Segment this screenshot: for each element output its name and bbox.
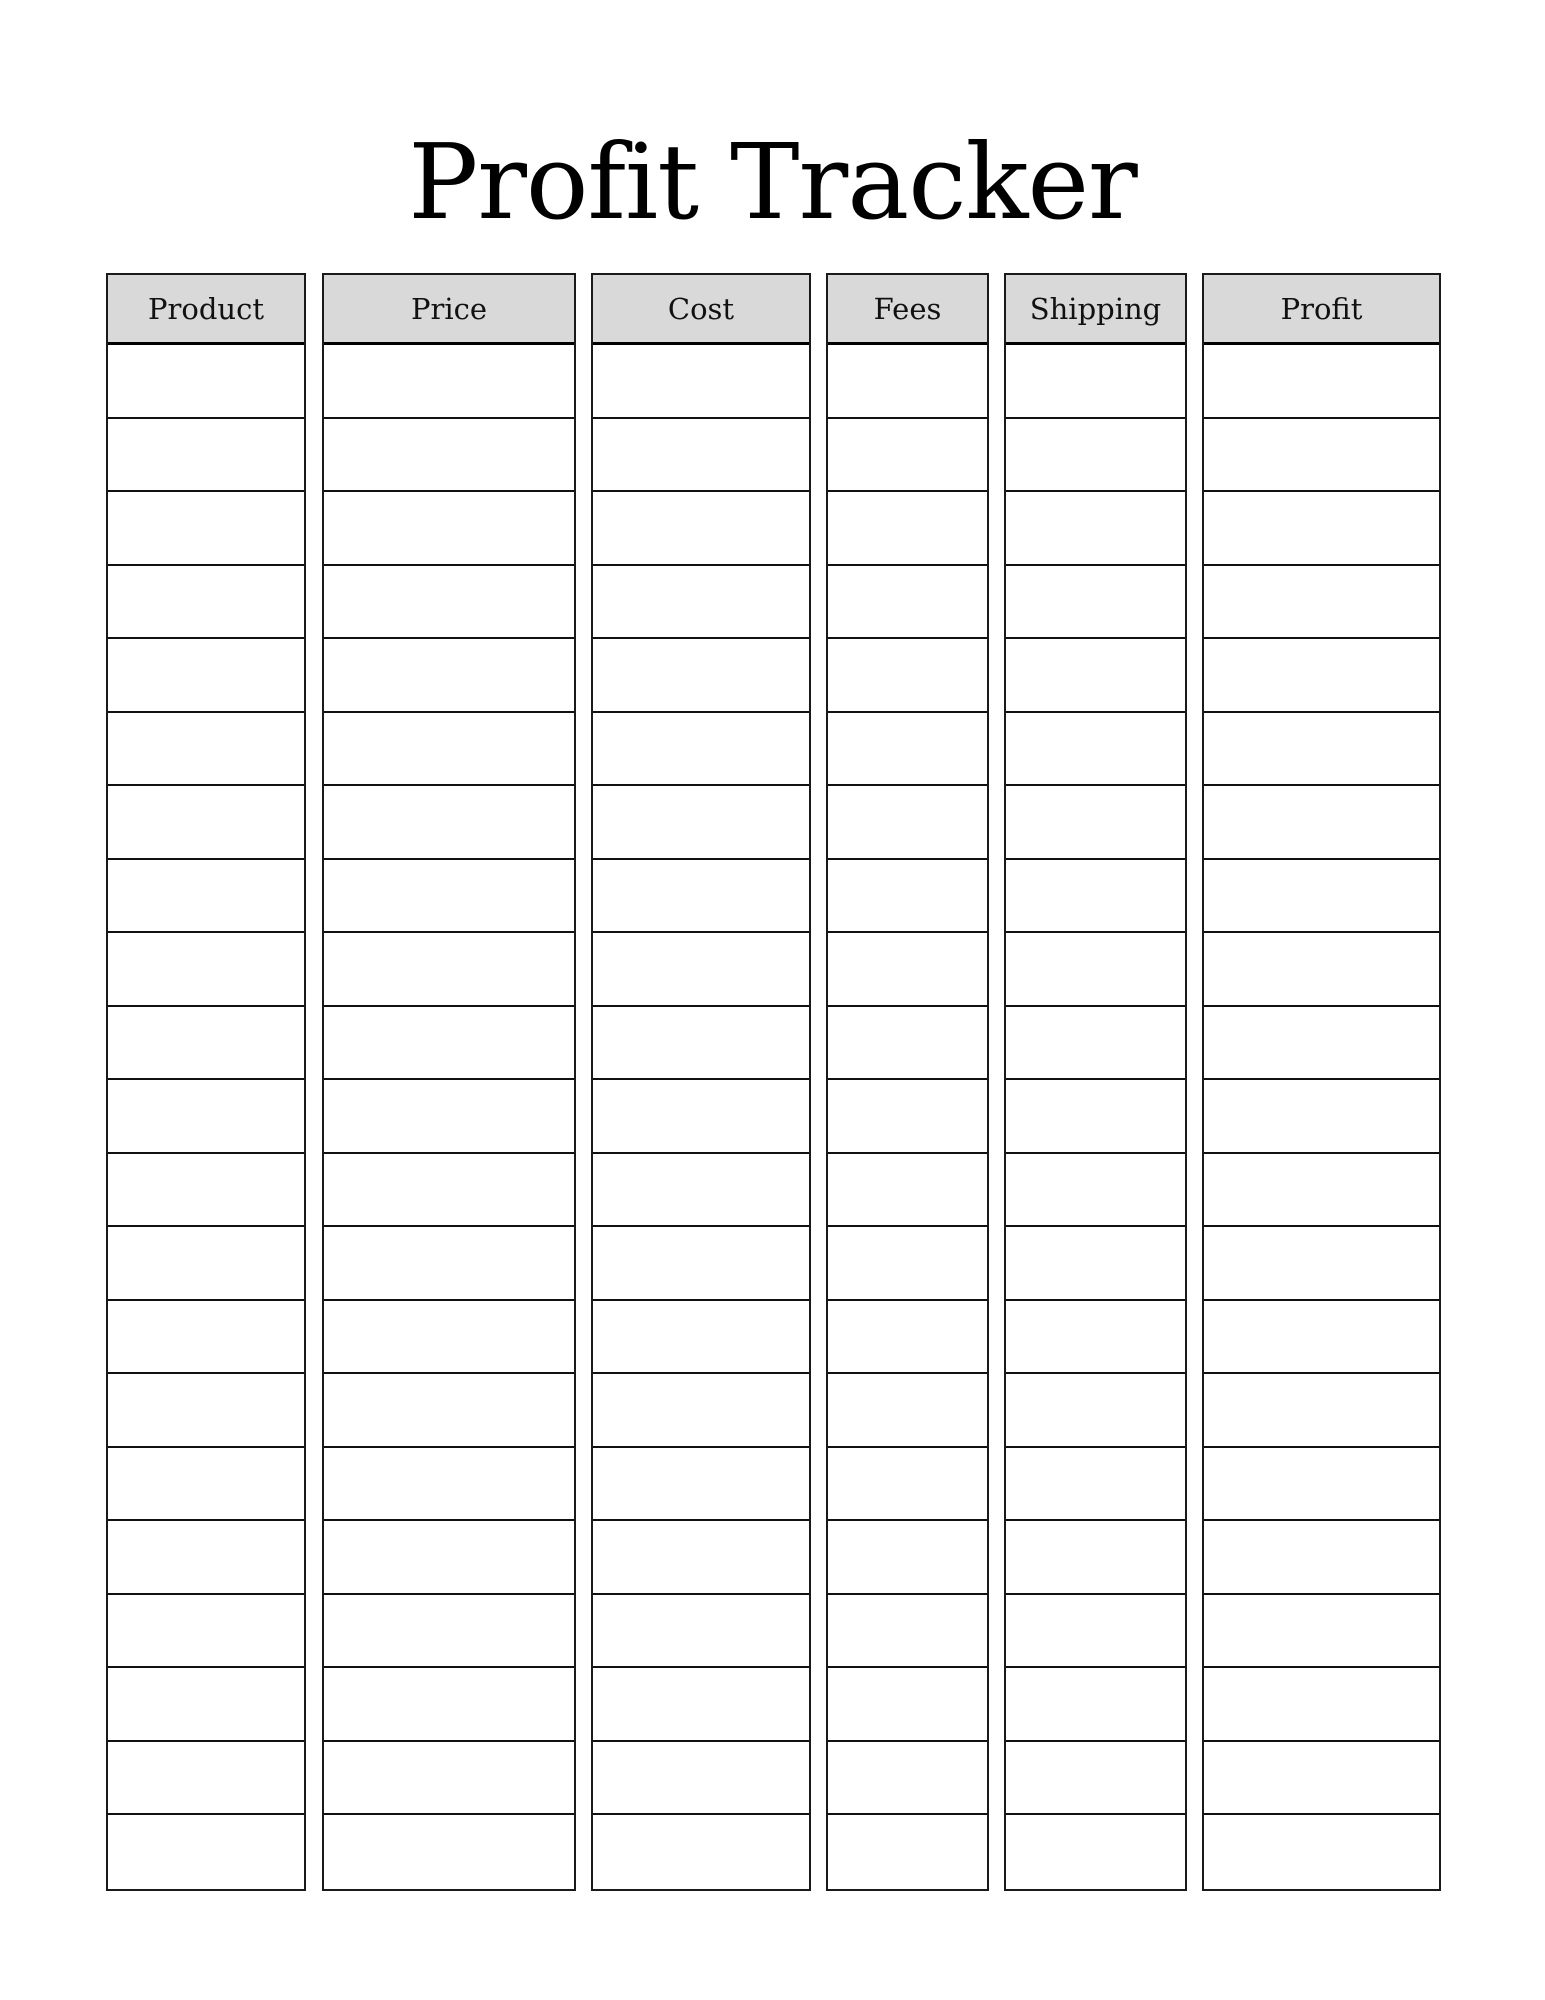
table-cell[interactable]	[108, 1301, 304, 1375]
table-cell[interactable]	[593, 1668, 809, 1742]
table-cell[interactable]	[828, 1815, 987, 1889]
table-cell[interactable]	[324, 345, 574, 419]
table-cell[interactable]	[324, 713, 574, 787]
table-cell[interactable]	[1006, 1448, 1185, 1522]
table-cell[interactable]	[593, 1154, 809, 1228]
table-cell[interactable]	[1204, 1374, 1439, 1448]
table-cell[interactable]	[828, 1080, 987, 1154]
table-cell[interactable]	[828, 860, 987, 934]
table-cell[interactable]	[108, 1815, 304, 1889]
page-title: Profit Tracker	[408, 121, 1137, 243]
table-cell[interactable]	[324, 1227, 574, 1301]
table-cell[interactable]	[1204, 566, 1439, 640]
table-cell[interactable]	[108, 566, 304, 640]
table-cell[interactable]	[828, 1301, 987, 1375]
table-cell[interactable]	[828, 1154, 987, 1228]
table-cell[interactable]	[1204, 1521, 1439, 1595]
table-cell[interactable]	[593, 1521, 809, 1595]
table-cell[interactable]	[593, 345, 809, 419]
table-cell[interactable]	[1204, 860, 1439, 934]
table-cell[interactable]	[324, 1374, 574, 1448]
table-cell[interactable]	[593, 1448, 809, 1522]
table-cell[interactable]	[1204, 492, 1439, 566]
table-cell[interactable]	[324, 1595, 574, 1669]
table-cell[interactable]	[593, 1742, 809, 1816]
table-cell[interactable]	[828, 1742, 987, 1816]
table-cell[interactable]	[1006, 933, 1185, 1007]
table-cell[interactable]	[1006, 1080, 1185, 1154]
table-cell[interactable]	[593, 419, 809, 493]
table-cell[interactable]	[324, 1007, 574, 1081]
table-cell[interactable]	[828, 1668, 987, 1742]
column-profit	[1202, 273, 1441, 1891]
table-cell[interactable]	[593, 786, 809, 860]
table-cell[interactable]	[593, 492, 809, 566]
column-header-fees: Fees	[828, 275, 987, 345]
column-fees	[826, 273, 989, 1891]
table-cell[interactable]	[828, 786, 987, 860]
table-cell[interactable]	[593, 1301, 809, 1375]
table-cell[interactable]	[828, 1448, 987, 1522]
table-cell[interactable]	[1006, 1374, 1185, 1448]
table-cell[interactable]	[593, 860, 809, 934]
table-cell[interactable]	[1204, 1595, 1439, 1669]
table-cell[interactable]	[324, 1080, 574, 1154]
table-cell[interactable]	[828, 713, 987, 787]
table-cell[interactable]	[324, 786, 574, 860]
column-header-product: Product	[108, 275, 304, 345]
table-cell[interactable]	[1006, 566, 1185, 640]
table-cell[interactable]	[1006, 419, 1185, 493]
table-cell[interactable]	[108, 1374, 304, 1448]
table-cell[interactable]	[108, 1668, 304, 1742]
table-cell[interactable]	[1006, 1742, 1185, 1816]
table-cell[interactable]	[108, 639, 304, 713]
table-cell[interactable]	[1204, 1448, 1439, 1522]
table-cell[interactable]	[108, 1080, 304, 1154]
table-cell[interactable]	[1006, 492, 1185, 566]
table-cell[interactable]	[324, 492, 574, 566]
table-cell[interactable]	[1006, 713, 1185, 787]
table-cell[interactable]	[1204, 933, 1439, 1007]
table-cell[interactable]	[1204, 1227, 1439, 1301]
table-cell[interactable]	[828, 566, 987, 640]
table-cell[interactable]	[593, 713, 809, 787]
table-cell[interactable]	[108, 933, 304, 1007]
table-cell[interactable]	[324, 1742, 574, 1816]
table-cell[interactable]	[593, 1080, 809, 1154]
table-cell[interactable]	[108, 1154, 304, 1228]
table-cell[interactable]	[1006, 1227, 1185, 1301]
table-cell[interactable]	[108, 1521, 304, 1595]
table-cell[interactable]	[1006, 860, 1185, 934]
table-cell[interactable]	[1204, 1815, 1439, 1889]
table-cell[interactable]	[828, 345, 987, 419]
table-cell[interactable]	[324, 1448, 574, 1522]
table-cell[interactable]	[1204, 1154, 1439, 1228]
table-cell[interactable]	[593, 566, 809, 640]
table-cell[interactable]	[1204, 1007, 1439, 1081]
table-cell[interactable]	[1006, 1668, 1185, 1742]
table-cell[interactable]	[108, 1742, 304, 1816]
table-cell[interactable]	[1204, 1301, 1439, 1375]
table-cell[interactable]	[324, 1668, 574, 1742]
column-header-price: Price	[324, 275, 574, 345]
table-cell[interactable]	[108, 786, 304, 860]
table-cell[interactable]	[324, 1521, 574, 1595]
column-header-shipping: Shipping	[1006, 275, 1185, 345]
column-header-cost: Cost	[593, 275, 809, 345]
table-cell[interactable]	[324, 1815, 574, 1889]
table-cell[interactable]	[108, 713, 304, 787]
table-cell[interactable]	[1204, 419, 1439, 493]
column-price	[322, 273, 576, 1891]
table-cell[interactable]	[108, 860, 304, 934]
table-cell[interactable]	[593, 1374, 809, 1448]
table-cell[interactable]	[1204, 345, 1439, 419]
table-cell[interactable]	[828, 1374, 987, 1448]
table-cell[interactable]	[828, 1595, 987, 1669]
table-cell[interactable]	[593, 1595, 809, 1669]
table-cell[interactable]	[593, 1007, 809, 1081]
table-cell[interactable]	[324, 419, 574, 493]
table-cell[interactable]	[828, 933, 987, 1007]
table-cell[interactable]	[828, 492, 987, 566]
table-cell[interactable]	[324, 1154, 574, 1228]
table-cell[interactable]	[1006, 786, 1185, 860]
table-cell[interactable]	[1006, 1301, 1185, 1375]
table-cell[interactable]	[1006, 1595, 1185, 1669]
table-cell[interactable]	[828, 639, 987, 713]
table-cell[interactable]	[593, 1815, 809, 1889]
table-cell[interactable]	[828, 419, 987, 493]
table-cell[interactable]	[828, 1521, 987, 1595]
table-cell[interactable]	[1204, 1668, 1439, 1742]
table-cell[interactable]	[1204, 639, 1439, 713]
table-cell[interactable]	[108, 1595, 304, 1669]
table-cell[interactable]	[108, 419, 304, 493]
table-cell[interactable]	[108, 1007, 304, 1081]
table-cell[interactable]	[324, 933, 574, 1007]
column-header-profit: Profit	[1204, 275, 1439, 345]
table-cell[interactable]	[828, 1227, 987, 1301]
column-cost	[591, 273, 811, 1891]
table-cell[interactable]	[108, 1227, 304, 1301]
table-cell[interactable]	[593, 1227, 809, 1301]
table-cell[interactable]	[1006, 345, 1185, 419]
table-cell[interactable]	[324, 1301, 574, 1375]
table-cell[interactable]	[1204, 713, 1439, 787]
table-cell[interactable]	[593, 933, 809, 1007]
table-cell[interactable]	[1006, 1007, 1185, 1081]
table-cell[interactable]	[108, 1448, 304, 1522]
table-cell[interactable]	[324, 639, 574, 713]
table-cell[interactable]	[1204, 1742, 1439, 1816]
table-cell[interactable]	[108, 345, 304, 419]
table-cell[interactable]	[108, 492, 304, 566]
column-product	[106, 273, 306, 1891]
table-cell[interactable]	[1204, 786, 1439, 860]
table-cell[interactable]	[1006, 1154, 1185, 1228]
table-cell[interactable]	[1006, 1815, 1185, 1889]
table-cell[interactable]	[1204, 1080, 1439, 1154]
table-cell[interactable]	[828, 1007, 987, 1081]
column-shipping	[1004, 273, 1187, 1891]
table-cell[interactable]	[1006, 639, 1185, 713]
table-cell[interactable]	[324, 566, 574, 640]
table-cell[interactable]	[593, 639, 809, 713]
table-cell[interactable]	[324, 860, 574, 934]
table-cell[interactable]	[1006, 1521, 1185, 1595]
